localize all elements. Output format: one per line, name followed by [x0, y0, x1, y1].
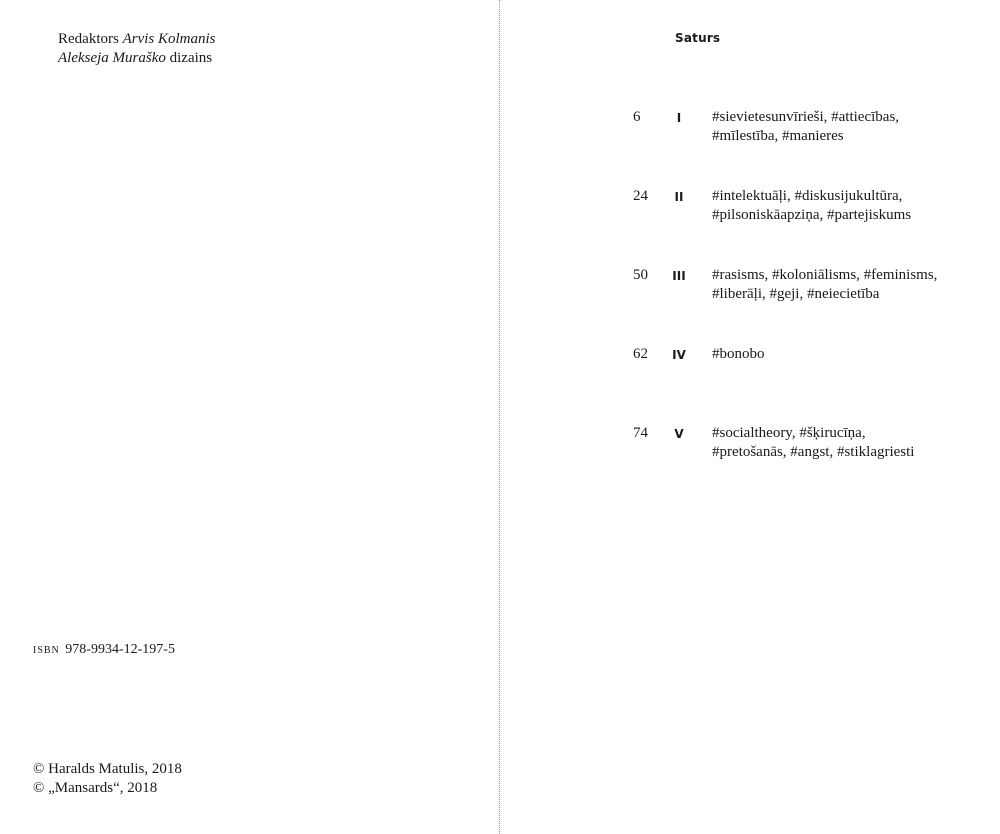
- toc-chapter-tags: [712, 266, 992, 304]
- page-gutter-divider: [499, 0, 500, 834]
- toc-chapter-numeral: II: [674, 190, 684, 204]
- toc-chapter-numeral: IV: [672, 348, 686, 362]
- toc-tag-line: #intelektuāļi, #diskusijukultūra,: [712, 188, 903, 204]
- isbn-line: [33, 642, 175, 658]
- toc-chapter-tags: [712, 187, 992, 225]
- toc-page-number: 24: [633, 188, 648, 204]
- toc-chapter-numeral: V: [674, 427, 684, 441]
- toc-chapter-tags: [712, 424, 992, 462]
- toc-tag-line: #mīlestība, #manieres: [712, 128, 844, 144]
- toc-tag-line: #liberāļi, #geji, #neiecietība: [712, 286, 880, 302]
- credits-block: [58, 30, 216, 68]
- copyright-line: © „Mansards“, 2018: [33, 780, 158, 796]
- toc-tag-line: #bonobo: [712, 346, 765, 362]
- toc-chapter-tags: [712, 108, 992, 146]
- right-page: [501, 0, 1000, 834]
- toc-title: Saturs: [675, 31, 721, 45]
- toc-page-number: 6: [633, 109, 641, 125]
- editor-name: Arvis Kolmanis: [122, 31, 216, 47]
- toc-chapter-tags: [712, 345, 992, 364]
- designer-name: Alekseja Muraško: [58, 50, 166, 66]
- copyright-block: [33, 760, 182, 798]
- toc-page-number: 74: [633, 425, 648, 441]
- toc-tag-line: #socialtheory, #šķirucīņa,: [712, 425, 866, 441]
- editor-credit: [58, 30, 216, 49]
- toc-tag-line: #sievietesunvīrieši, #attiecības,: [712, 109, 900, 125]
- copyright-line: © Haralds Matulis, 2018: [33, 761, 182, 777]
- toc-page-number: 50: [633, 267, 648, 283]
- isbn-value: 978-9934-12-197-5: [65, 642, 175, 657]
- toc-tag-line: #pilsoniskāapziņa, #partejiskums: [712, 207, 912, 223]
- editor-label: Redaktors: [58, 31, 119, 47]
- toc-tag-line: #rasisms, #koloniālisms, #feminisms,: [712, 267, 938, 283]
- isbn-label: isbn: [33, 642, 60, 657]
- toc-chapter-numeral: I: [676, 111, 682, 125]
- toc-page-number: 62: [633, 346, 648, 362]
- toc-chapter-numeral: III: [672, 269, 686, 283]
- toc-tag-line: #pretošanās, #angst, #stiklagriesti: [712, 444, 915, 460]
- designer-credit: [58, 49, 216, 68]
- left-page: [0, 0, 499, 834]
- designer-label: dizains: [169, 50, 213, 66]
